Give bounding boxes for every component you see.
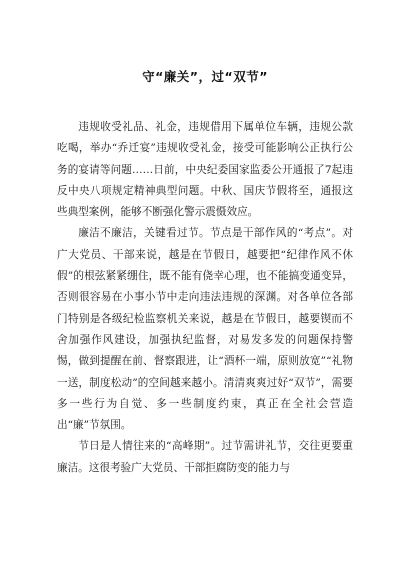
document-body bbox=[57, 117, 353, 479]
paragraph-3: 节日是人情往来的“高峰期”。过节需讲礼节，交往更要重廉洁。这很考验广大党员、干部拒腐防变的能力与 bbox=[57, 440, 353, 474]
document-title: 守“廉关”，过“双节” bbox=[142, 69, 268, 84]
paragraph-2: 廉洁不廉洁，关键看过节。节点是干部作风的“考点”。对广大党员、干部来说，越是在节假日，越要把“纪律作风不休假”的根弦紧紧绷住，既不能有侥幸心理，也不能搞变通变异，否则很容易在小事小节中走向违法违规的深渊。对各单位各部门特别是各级纪检监察机关来说，越是在节假日，越要锲而不舍加强作风建设，加强执纪监督，对易发多发的问题保持警惕，做到提醒在前、督察跟进，让“酒杯一端，原则放宽”“礼物一送，制度松动”的空间越来越小。清清爽爽过好“双节”，需要多一些行为自觉、多一些制度约束，真正在全社会营造出“廉”节氛围。 bbox=[57, 227, 353, 432]
paragraph-1: 违规收受礼品、礼金，违规借用下属单位车辆，违规公款吃喝，举办“乔迁宴”违规收受礼金，接受可能影响公正执行公务的宴请等问题……日前，中央纪委国家监委公开通报了7起违反中央八项规定精神典型问题。中秋、国庆节假将至，通报这些典型案例，能够不断强化警示震慑效应。 bbox=[57, 121, 353, 219]
